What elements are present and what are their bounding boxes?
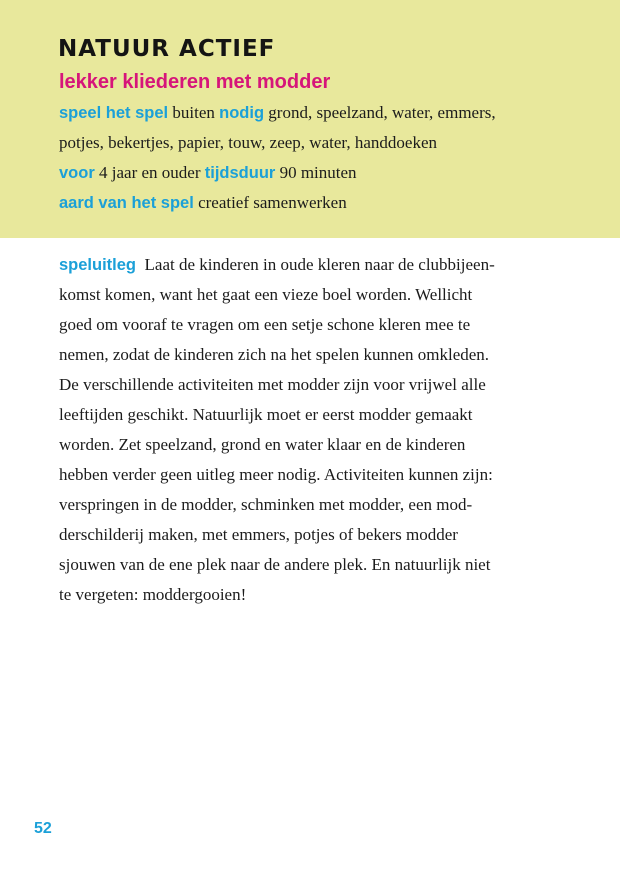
explanation-body [59, 250, 564, 610]
page-number: 52 [34, 820, 52, 837]
body-line: nemen, zodat de kinderen zich na het spelen kunnen omkleden. [59, 345, 490, 364]
body-line: worden. Zet speelzand, grond en water klaar en de kinderen [59, 435, 466, 454]
for-value: 4 jaar en ouder [99, 163, 201, 182]
body-line: komst komen, want het gaat een vieze boel worden. Wellicht [59, 285, 473, 304]
body-line: leeftijden geschikt. Natuurlijk moet er eerst modder gemaakt [59, 405, 473, 424]
duration-value: 90 minuten [279, 163, 357, 182]
needs-key: nodig [219, 104, 265, 122]
meta-line-play [59, 98, 559, 128]
nature-value: creatief samenwerken [198, 193, 347, 212]
body-line-text: Laat de kinderen in oude kleren naar de clubbijeen- [144, 255, 495, 274]
body-line: sjouwen van de ene plek naar de andere plek. En natuurlijk niet [59, 555, 491, 574]
page-title: NATUUR ACTIEF [58, 36, 276, 62]
meta-line-age-duration [59, 158, 559, 188]
body-line: derschilderij maken, met emmers, potjes of bekers modder [59, 525, 458, 544]
meta-line-nature [59, 188, 559, 218]
play-outside-key: speel het spel [59, 104, 169, 122]
play-outside-value: buiten [172, 103, 215, 122]
explanation-key: speluitleg [59, 256, 137, 274]
duration-key: tijdsduur [204, 164, 276, 182]
subtitle: lekker kliederen met modder [59, 71, 331, 93]
needs-value-line1: grond, speelzand, water, emmers, [268, 103, 496, 122]
body-line: goed om vooraf te vragen om een setje schone kleren mee te [59, 315, 471, 334]
needs-value-line2: potjes, bekertjes, papier, touw, zeep, water, handdoeken [59, 133, 438, 152]
for-key: voor [59, 164, 95, 182]
body-line: De verschillende activiteiten met modder zijn voor vrijwel alle [59, 375, 486, 394]
nature-key: aard van het spel [59, 194, 194, 212]
body-line: te vergeten: moddergooien! [59, 585, 247, 604]
body-line: hebben verder geen uitleg meer nodig. Activiteiten kunnen zijn: [59, 465, 493, 484]
meta-line-needs [59, 128, 559, 158]
body-line [59, 250, 564, 280]
body-line: verspringen in de modder, schminken met modder, een mod- [59, 495, 473, 514]
